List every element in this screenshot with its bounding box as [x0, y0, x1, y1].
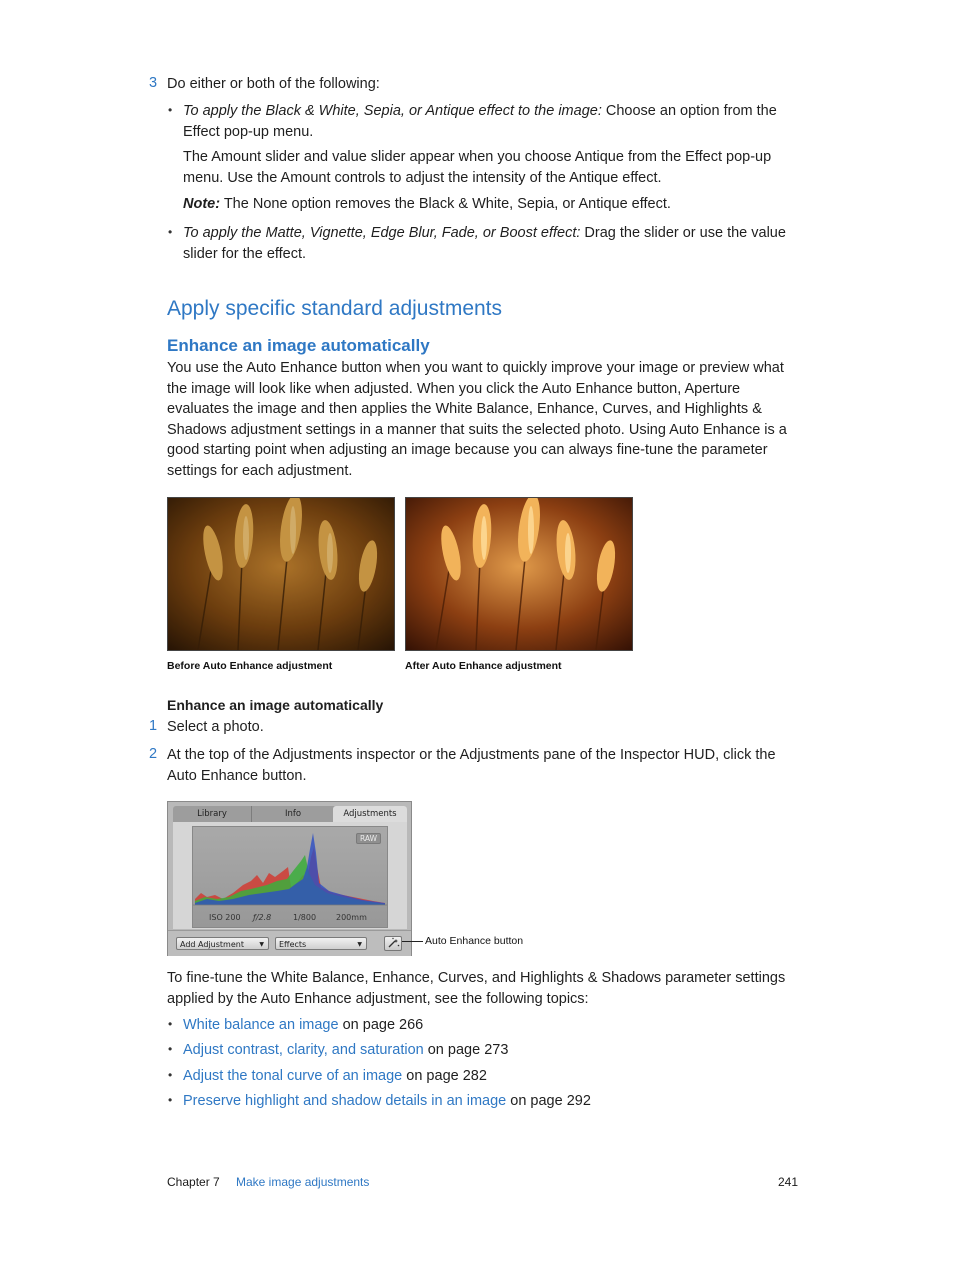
exif-iso: ISO 200	[209, 913, 241, 922]
bullet-lead: To apply the Black & White, Sepia, or Antique effect to the image:	[183, 103, 602, 119]
page-ref: on page 282	[402, 1068, 487, 1084]
link-item	[183, 1091, 591, 1112]
step-number: 1	[149, 718, 158, 734]
raw-badge: RAW	[356, 833, 381, 844]
page-ref: on page 292	[506, 1093, 591, 1109]
note	[183, 194, 798, 215]
link-item	[183, 1040, 508, 1061]
page-ref: on page 266	[338, 1017, 424, 1033]
histogram	[192, 826, 388, 928]
bullet: •	[168, 225, 173, 239]
effects-label: Effects	[279, 940, 307, 949]
before-caption: Before Auto Enhance adjustment	[167, 660, 333, 672]
before-photo	[167, 497, 395, 651]
note-label: Note:	[183, 196, 221, 212]
bullet: •	[168, 1068, 173, 1082]
tab-bar	[173, 806, 407, 822]
histogram-pane	[173, 822, 407, 929]
adjustments-inspector	[167, 801, 412, 956]
callout-label: Auto Enhance button	[425, 935, 524, 947]
callout-line	[402, 941, 423, 942]
exif-aperture: ƒ/2.8	[253, 913, 272, 922]
footer-chapter: Chapter 7	[167, 1175, 220, 1189]
intro-paragraph: You use the Auto Enhance button when you want to quickly improve your image or preview what the image will look like when adjusted. When you click the Auto Enhance button, Aperture evaluates the image and then applies the White Balance, Enhance, Curves, and Highlights & Shadows adjustment settings in a manner that suits the selected photo. Using Auto Enhance is a good starting point when adjusting an image because you can always fine-tune the parameter settings for each adjustment.	[167, 360, 787, 479]
bullet-item	[183, 223, 803, 264]
link-item	[183, 1015, 423, 1036]
inspector-toolbar	[168, 930, 411, 956]
add-adjustment-label: Add Adjustment	[180, 940, 244, 949]
effects-popup[interactable]	[275, 937, 367, 950]
bullet-item	[183, 101, 798, 142]
topic-link[interactable]: Preserve highlight and shadow details in an image	[183, 1093, 507, 1109]
tab-info[interactable]: Info	[251, 806, 334, 822]
bullet-paragraph: The Amount slider and value slider appear when you choose Antique from the Effect pop-up menu. Use the Amount controls to adjust the intensity of the Antique effect.	[183, 149, 772, 186]
step-text: Do either or both of the following:	[167, 76, 380, 92]
note-text: The None option removes the Black & White, Sepia, or Antique effect.	[220, 196, 671, 212]
link-item	[183, 1066, 487, 1087]
exif-shutter: 1/800	[293, 913, 317, 922]
task-title: Enhance an image automatically	[167, 697, 384, 713]
after-photo	[405, 497, 633, 651]
page-number: 241	[778, 1175, 799, 1189]
step-number: 3	[149, 75, 158, 91]
chevron-down-icon: ▼	[259, 941, 264, 948]
wheat-image-after	[406, 498, 632, 650]
bullet: •	[168, 1093, 173, 1107]
after-caption: After Auto Enhance adjustment	[405, 660, 562, 672]
footer-chapter-title[interactable]: Make image adjustments	[236, 1175, 370, 1189]
auto-enhance-button[interactable]	[384, 936, 402, 951]
tab-adjustments[interactable]: Adjustments	[333, 806, 407, 822]
followup-paragraph: To fine-tune the White Balance, Enhance, Curves, and Highlights & Shadows parameter settings applied by the Auto Enhance adjustment, see the following topics:	[167, 970, 786, 1007]
topic-link[interactable]: Adjust the tonal curve of an image	[183, 1068, 403, 1084]
bullet: •	[168, 103, 173, 117]
magic-wand-icon	[385, 937, 401, 950]
step-text: Select a photo.	[167, 719, 264, 735]
add-adjustment-popup[interactable]	[176, 937, 269, 950]
tab-library[interactable]: Library	[197, 809, 227, 819]
exif-focal: 200mm	[336, 913, 367, 922]
page-ref: on page 273	[423, 1042, 509, 1058]
bullet-lead: To apply the Matte, Vignette, Edge Blur, Fade, or Boost effect:	[183, 225, 581, 241]
topic-link[interactable]: White balance an image	[183, 1017, 339, 1033]
topic-link[interactable]: Adjust contrast, clarity, and saturation	[183, 1042, 424, 1058]
bullet: •	[168, 1017, 173, 1031]
subsection-title: Enhance an image automatically	[167, 336, 430, 355]
step-number: 2	[149, 746, 158, 762]
step-text: At the top of the Adjustments inspector or the Adjustments pane of the Inspector HUD, click the Auto Enhance button.	[167, 747, 776, 784]
bullet-text: Drag the slider or use the value slider for the effect.	[183, 225, 786, 262]
wheat-image-before	[168, 498, 394, 650]
section-title: Apply specific standard adjustments	[167, 297, 503, 320]
bullet-text: Choose an option from the Effect pop-up menu.	[183, 103, 777, 140]
chevron-down-icon: ▼	[357, 941, 362, 948]
bullet: •	[168, 1042, 173, 1056]
